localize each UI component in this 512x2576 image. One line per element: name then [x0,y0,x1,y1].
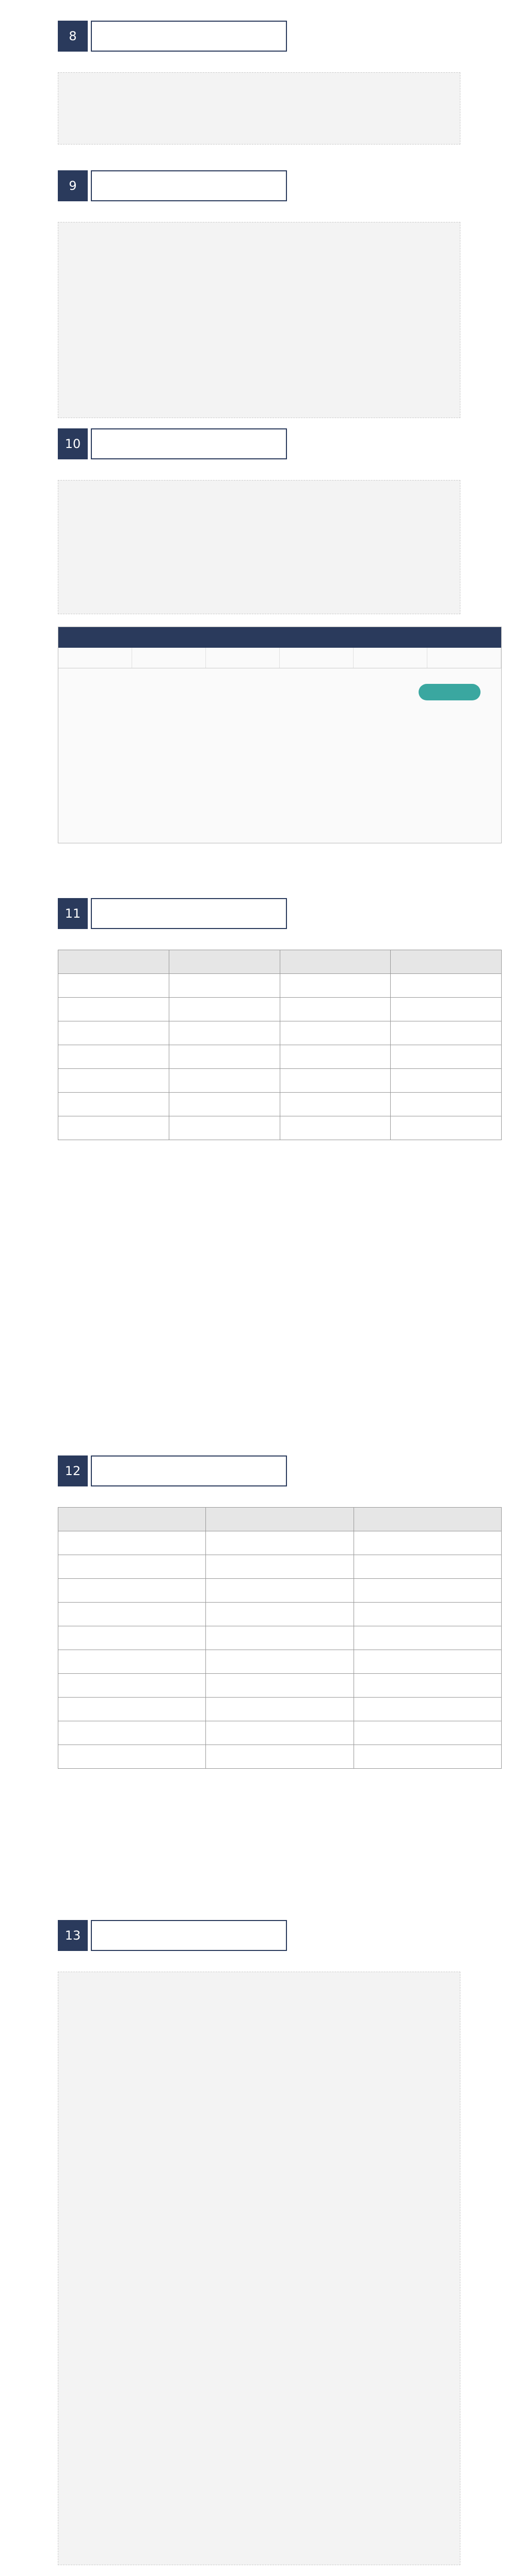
section-header [58,1455,512,1486]
table-row [58,1698,502,1721]
table-row [58,1021,502,1045]
table-row [58,1116,502,1140]
table-row [58,1531,502,1555]
table-header [354,1508,501,1531]
section-other-notes [0,1920,512,2565]
section-title [91,170,287,201]
table-row [58,1745,502,1769]
table-row [58,1555,502,1579]
table-row [58,1069,502,1093]
table-header [391,950,502,974]
section-final-notice [0,21,512,145]
table-row [58,1626,502,1650]
section-title [91,1920,287,1951]
section-application [0,428,512,843]
section-title [91,898,287,929]
website-preview [58,627,502,843]
section-title [91,428,287,459]
section-number: 9 [58,170,88,201]
documents-table [58,950,502,1140]
table-row [58,1093,502,1116]
table-row [58,974,502,998]
table-header [58,950,169,974]
section-number: 10 [58,428,88,459]
section-body [58,480,460,614]
section-body [58,1972,460,2565]
section-reserve-candidates [0,170,512,418]
table-row [58,1579,502,1603]
section-number: 13 [58,1920,88,1951]
table-row [58,1674,502,1698]
section-body [58,72,460,145]
section-number: 11 [58,898,88,929]
section-title [91,21,287,52]
section-header [58,1920,512,1951]
table-row [58,1603,502,1626]
section-header [58,898,512,929]
website-preview-bar [58,627,501,648]
section-number: 8 [58,21,88,52]
section-documents [0,898,512,1140]
table-row [58,1045,502,1069]
table-header [58,1508,206,1531]
table-header [206,1508,354,1531]
website-preview-button [419,684,481,700]
table-row [58,998,502,1021]
schedule-table [58,1507,502,1769]
table-header [280,950,391,974]
table-row [58,1650,502,1674]
section-header [58,21,512,52]
section-title [91,1455,287,1486]
table-header [169,950,280,974]
section-header [58,170,512,201]
website-preview-nav [58,648,501,668]
section-body [58,222,460,418]
section-schedule [0,1455,512,1769]
table-row [58,1721,502,1745]
section-header [58,428,512,459]
section-number: 12 [58,1455,88,1486]
